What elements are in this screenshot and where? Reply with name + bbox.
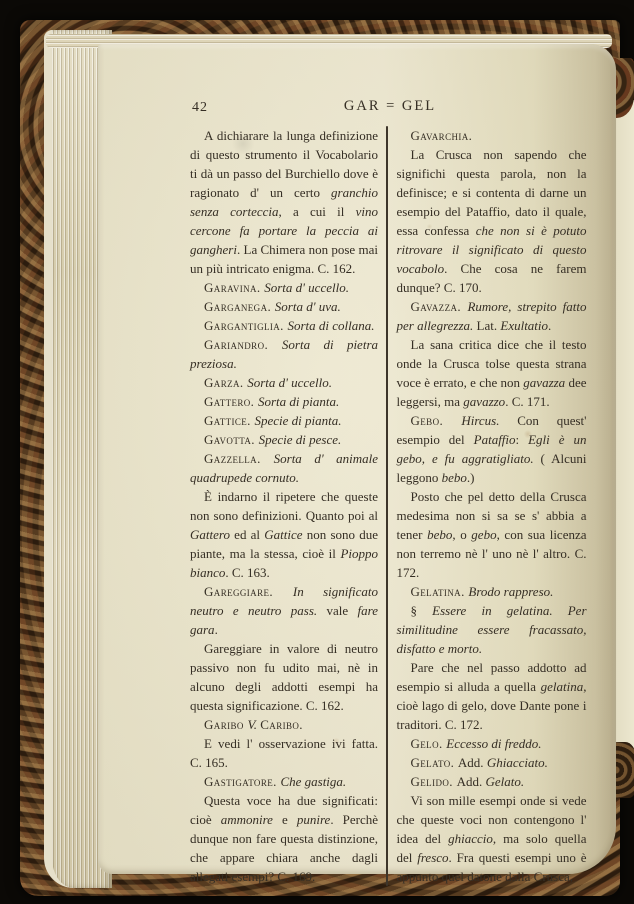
text-paragraph: Gazzella. Sorta d' animale quadrupede cornuto.: [190, 451, 378, 485]
text-paragraph: Posto che pel detto della Crusca medesima non si sa se s' abbia a tener bebo, o gebo, con sua licenza non terremo nè l' uno nè l' altro. C. 172.: [396, 489, 587, 580]
text-paragraph: Garibo V. Caribo.: [204, 717, 303, 732]
text-paragraph: La sana critica dice che il testo onde la Crusca tolse questa strana voce è errato, e che non gavazza dee leggersi, ma gavazzo. C. 171.: [396, 337, 587, 409]
two-column-layout: [190, 126, 590, 886]
text-paragraph: § Essere in gelatina. Per similitudine essere fracassato, disfatto e morto.: [396, 603, 587, 656]
text-paragraph: Gattero. Sorta di pianta.: [204, 394, 340, 409]
text-paragraph: Gargantiglia. Sorta di collana.: [204, 318, 375, 333]
text-paragraph: Pare che nel passo addotto ad esempio si alluda a quella gelatina, cioè lago di gelo, dove Dante pone i traditori. C. 172.: [396, 660, 587, 732]
text-column-right: [388, 126, 587, 886]
text-paragraph: Garza. Sorta d' uccello.: [204, 375, 332, 390]
text-paragraph: Questa voce ha due significati: cioè ammonire e punire. Perchè dunque non fare questa distinzione, che appare chiara anche dagli allegati esempi? C. 169.: [190, 793, 379, 884]
text-paragraph: Gavotta. Specie di pesce.: [204, 432, 342, 447]
text-paragraph: A dichiarare la lunga definizione di questo strumento il Vocabolario ti dà un passo del Burchiello dove è ragionato d' un certo granchio senza corteccia, a cui il vino cercone fa portare la peccia ai gangheri. La Chimera non pose mai un più intricato enigma. C. 162.: [190, 128, 378, 276]
text-paragraph: Garganega. Sorta d' uva.: [204, 299, 341, 314]
text-paragraph: Gariandro. Sorta di pietra preziosa.: [190, 337, 378, 371]
text-paragraph: Gavarchia.: [410, 128, 473, 143]
text-paragraph: È indarno il ripetere che queste non sono definizioni. Quanto poi al Gattero ed al Gattice non sono due piante, ma la stessa, cioè il Pioppo bianco. C. 163.: [190, 489, 378, 580]
text-paragraph: Gavazza. Rumore, strepito fatto per allegrezza. Lat. Exultatio.: [396, 299, 587, 333]
book-page: [98, 44, 616, 884]
text-paragraph: Gareggiare. In significato neutro e neutro pass. vale fare gara.: [190, 584, 379, 637]
running-head-row: [190, 98, 590, 124]
text-paragraph: Vi son mille esempi onde si vede che queste voci non contengono l' idea del ghiaccio, ma solo quella del fresco. Fra questi esempi uno è appunto quel datone dalla Crusca,: [396, 793, 587, 884]
text-paragraph: Gastigatore. Che gastiga.: [204, 774, 347, 789]
page-number: 42: [192, 100, 208, 115]
page-text-block: [190, 98, 590, 886]
text-paragraph: Gelato. Add. Ghiacciato.: [410, 755, 548, 770]
text-column-left: [190, 126, 386, 886]
text-paragraph: E vedi l' osservazione ivi fatta. C. 165.: [190, 736, 378, 770]
text-paragraph: Gareggiare in valore di neutro passivo non fu udito mai, nè in alcuno degli addotti esempi ha questa significazione. C. 162.: [190, 641, 378, 713]
text-paragraph: La Crusca non sapendo che significhi questa parola, non la definisce; e si contenta di darne un esempio del Pataffio, dato il quale, essa confessa che non si è potuto ritrovare il significato di questo vocabolo. Che cosa ne farem dunque? C. 170.: [396, 147, 587, 295]
text-paragraph: Gelatina. Brodo rappreso.: [410, 584, 554, 599]
text-paragraph: Gelido. Add. Gelato.: [410, 774, 525, 789]
text-paragraph: Gelo. Eccesso di freddo.: [410, 736, 542, 751]
text-paragraph: Gattice. Specie di pianta.: [204, 413, 342, 428]
text-paragraph: Gebo. Hircus. Con quest' esempio del Pataffio: Egli è un gebo, e fu aggratigliato. ( Alcuni leggono bebo.): [396, 413, 587, 485]
running-header: GAR = GEL: [343, 98, 437, 114]
text-paragraph: Garavina. Sorta d' uccello.: [204, 280, 349, 295]
